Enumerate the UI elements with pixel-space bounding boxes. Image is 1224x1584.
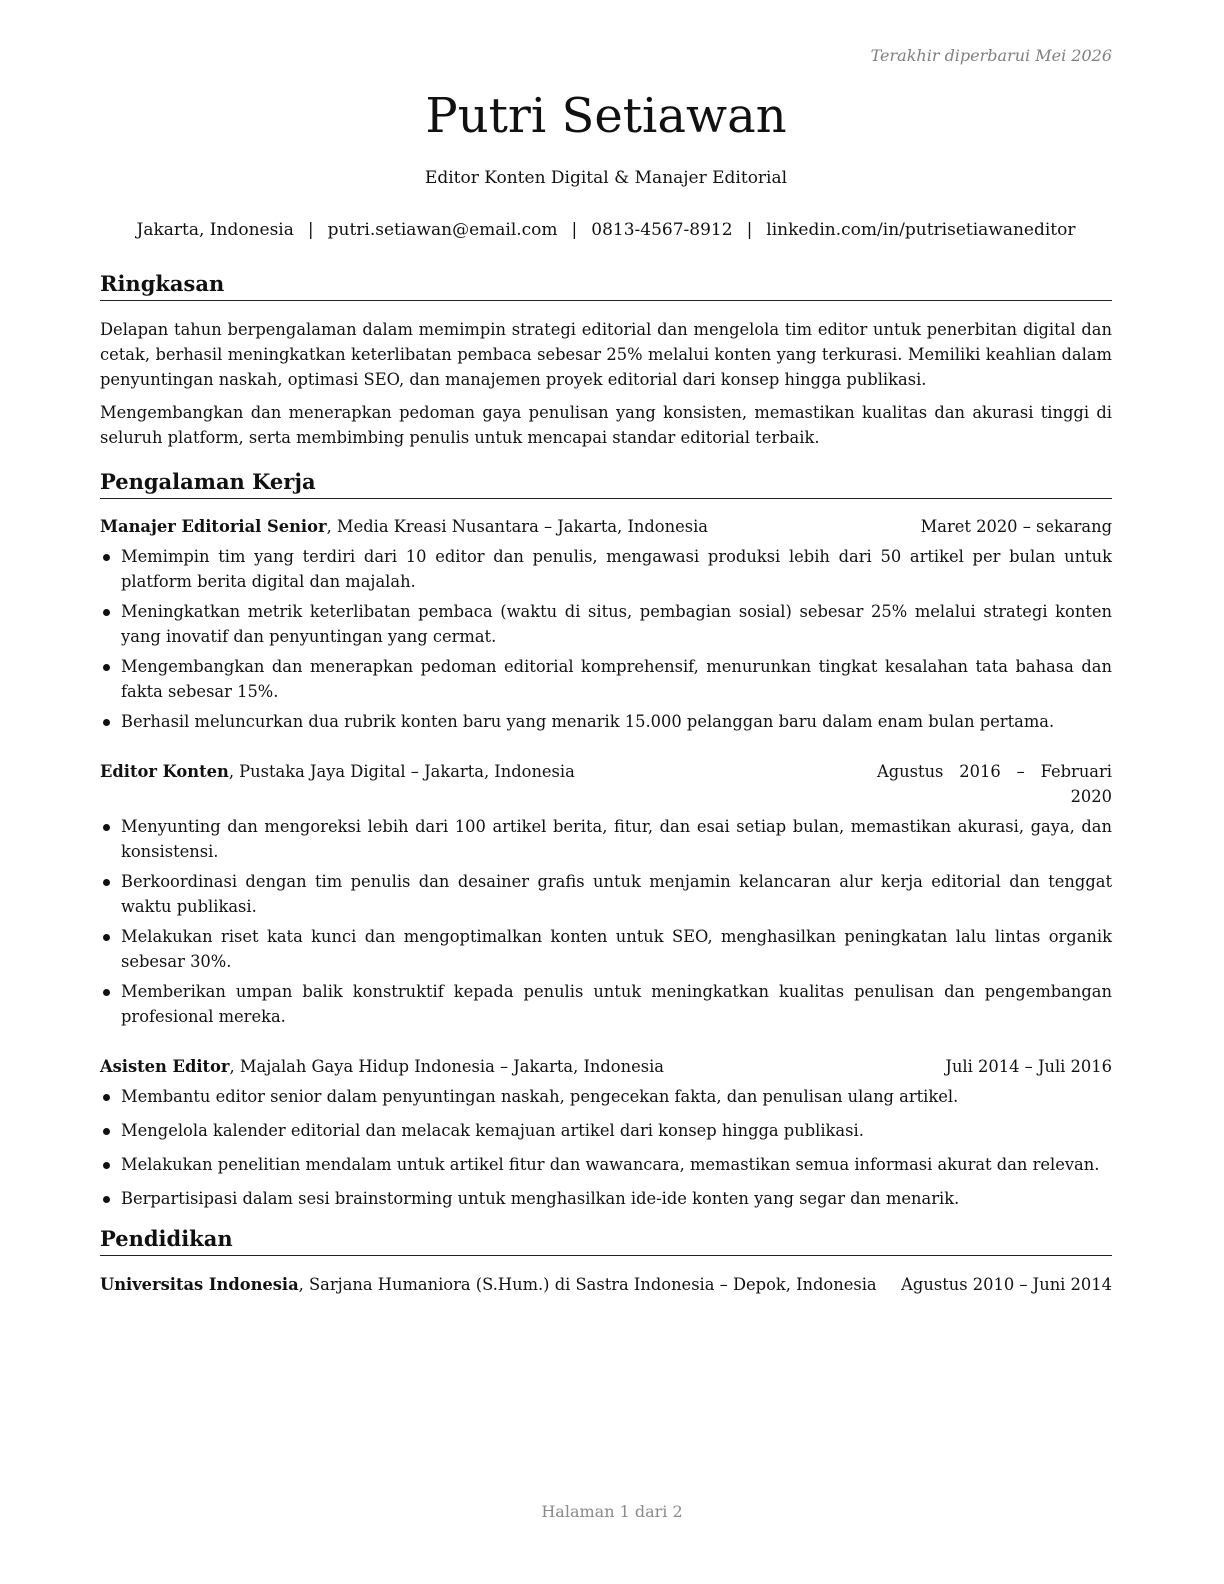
job-header: [100, 759, 1112, 809]
contact-location: Jakarta, Indonesia: [136, 220, 294, 240]
education-detail: , Sarjana Humaniora (S.Hum.) di Sastra Indonesia – Depok, Indonesia: [298, 1275, 877, 1294]
contact-line: [100, 220, 1112, 240]
job-bullet: Meningkatkan metrik keterlibatan pembaca (waktu di situs, pembagian sosial) sebesar 25% melalui strategi konten yang inovatif dan penyuntingan yang cermat.: [100, 599, 1112, 649]
contact-phone: 0813-4567-8912: [591, 220, 733, 240]
job-dates: Maret 2020 – sekarang: [920, 517, 1112, 536]
experience-section: [100, 468, 1112, 1211]
last-updated-note: Terakhir diperbarui Mei 2026: [870, 46, 1112, 65]
summary-paragraph: Delapan tahun berpengalaman dalam memimpin strategi editorial dan mengelola tim editor untuk penerbitan digital dan cetak, berhasil meningkatkan keterlibatan pembaca sebesar 25% melalui konten yang terkurasi. Memiliki keahlian dalam penyuntingan naskah, optimasi SEO, dan manajemen proyek editorial dari konsep hingga publikasi.: [100, 320, 1112, 389]
candidate-name: Putri Setiawan: [425, 88, 787, 144]
contact-email: putri.setiawan@email.com: [327, 220, 558, 240]
job-bullets: [100, 814, 1112, 1029]
page-number: Halaman 1 dari 2: [541, 1502, 683, 1521]
job-header: [100, 514, 1112, 539]
job-bullet: Memimpin tim yang terdiri dari 10 editor dan penulis, mengawasi produksi lebih dari 50 artikel per bulan untuk platform berita digital dan majalah.: [100, 544, 1112, 594]
education-dates: Agustus 2010 – Juni 2014: [901, 1275, 1112, 1294]
section-title-education: Pendidikan: [100, 1225, 1112, 1256]
job-header: [100, 1054, 1112, 1079]
contact-linkedin: linkedin.com/in/putrisetiawaneditor: [766, 220, 1076, 240]
section-title-summary: Ringkasan: [100, 270, 1112, 301]
job-bullet: Berhasil meluncurkan dua rubrik konten baru yang menarik 15.000 pelanggan baru dalam enam bulan pertama.: [100, 709, 1112, 734]
contact-separator: |: [571, 220, 578, 240]
job-bullet: Menyunting dan mengoreksi lebih dari 100 artikel berita, fitur, dan esai setiap bulan, memastikan akurasi, gaya, dan konsistensi.: [100, 814, 1112, 864]
job-entry: [100, 514, 1112, 734]
job-bullets: [100, 1084, 1112, 1211]
job-organization: , Pustaka Jaya Digital – Jakarta, Indonesia: [228, 762, 575, 781]
job-organization: , Majalah Gaya Hidup Indonesia – Jakarta, Indonesia: [229, 1057, 664, 1076]
job-dates: Agustus 2016 – Februari 2020: [877, 762, 1112, 806]
section-title-experience: Pengalaman Kerja: [100, 468, 1112, 499]
job-entry: [100, 1054, 1112, 1211]
job-bullet: Berkoordinasi dengan tim penulis dan desainer grafis untuk menjamin kelancaran alur kerja editorial dan tenggat waktu publikasi.: [100, 869, 1112, 919]
candidate-headline: Editor Konten Digital & Manajer Editorial: [424, 168, 788, 188]
job-role: Editor Konten: [100, 762, 229, 781]
job-bullet: Melakukan riset kata kunci dan mengoptimalkan konten untuk SEO, menghasilkan peningkatan lalu lintas organik sebesar 30%.: [100, 924, 1112, 974]
job-bullets: [100, 544, 1112, 734]
job-bullet: Melakukan penelitian mendalam untuk artikel fitur dan wawancara, memastikan semua informasi akurat dan relevan.: [100, 1152, 1112, 1177]
job-organization: , Media Kreasi Nusantara – Jakarta, Indonesia: [326, 517, 708, 536]
education-school: Universitas Indonesia: [100, 1275, 299, 1294]
education-entry: [100, 1272, 1112, 1297]
job-bullet: Mengelola kalender editorial dan melacak kemajuan artikel dari konsep hingga publikasi.: [100, 1118, 1112, 1143]
job-entry: [100, 759, 1112, 1029]
education-section: [100, 1225, 1112, 1297]
job-dates: Juli 2014 – Juli 2016: [945, 1057, 1112, 1076]
job-bullet: Mengembangkan dan menerapkan pedoman editorial komprehensif, menurunkan tingkat kesalahan tata bahasa dan fakta sebesar 15%.: [100, 654, 1112, 704]
job-bullet: Berpartisipasi dalam sesi brainstorming untuk menghasilkan ide-ide konten yang segar dan menarik.: [100, 1186, 1112, 1211]
summary-paragraph: Mengembangkan dan menerapkan pedoman gaya penulisan yang konsisten, memastikan kualitas dan akurasi tinggi di seluruh platform, serta membimbing penulis untuk mencapai standar editorial terbaik.: [100, 403, 1112, 447]
job-role: Manajer Editorial Senior: [100, 517, 327, 536]
contact-separator: |: [746, 220, 753, 240]
resume-body: [100, 270, 1112, 1297]
job-role: Asisten Editor: [100, 1057, 230, 1076]
job-bullet: Memberikan umpan balik konstruktif kepada penulis untuk meningkatkan kualitas penulisan dan pengembangan profesional mereka.: [100, 979, 1112, 1029]
job-bullet: Membantu editor senior dalam penyuntingan naskah, pengecekan fakta, dan penulisan ulang artikel.: [100, 1084, 1112, 1109]
summary-section: [100, 270, 1112, 450]
contact-separator: |: [307, 220, 314, 240]
